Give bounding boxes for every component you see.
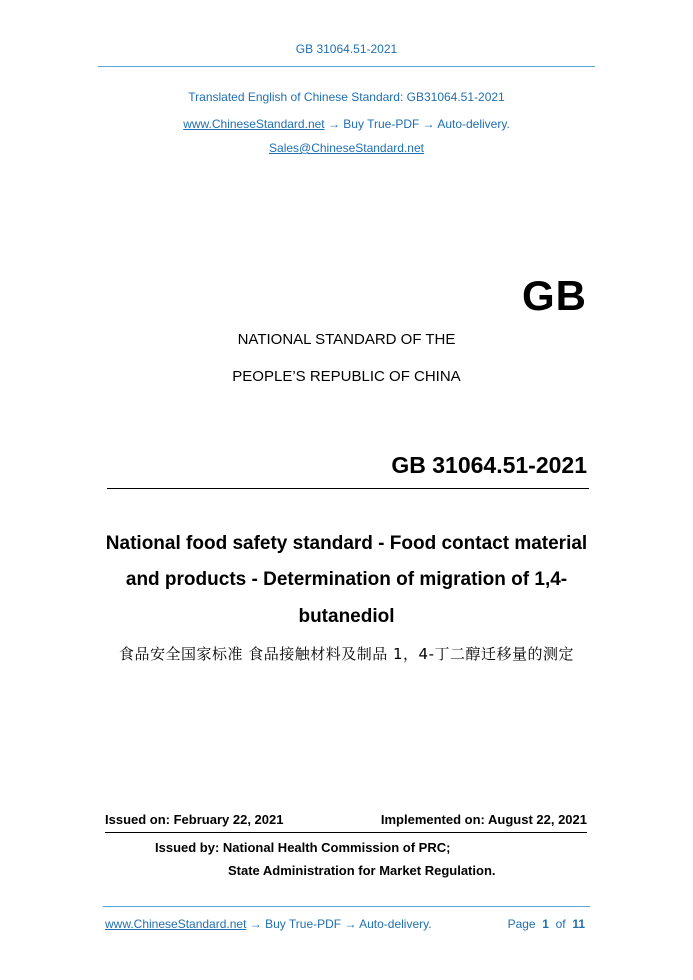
title-line-3: butanediol: [298, 606, 395, 627]
standard-number-divider: [107, 488, 589, 489]
standard-number: GB 31064.51-2021: [391, 452, 587, 478]
dates-divider: [105, 832, 587, 833]
title-line-1: National food safety standard - Food contact material: [105, 533, 588, 554]
title-chinese: 食品安全国家标准 食品接触材料及制品 1，4-丁二醇迁移量的测定: [118, 645, 575, 663]
national-standard-line-2: PEOPLE’S REPUBLIC OF CHINA: [232, 368, 461, 385]
header-divider: [98, 66, 595, 67]
issued-on-date: Issued on: February 22, 2021: [105, 812, 284, 827]
promo-buy-line: [0, 117, 693, 131]
website-link[interactable]: www.ChineseStandard.net: [183, 117, 325, 131]
implemented-on-date: Implemented on: August 22, 2021: [380, 812, 587, 827]
footer-website-link[interactable]: www.ChineseStandard.net: [105, 917, 247, 931]
sales-email-link[interactable]: Sales@ChineseStandard.net: [269, 141, 424, 155]
national-standard-line-1: NATIONAL STANDARD OF THE: [237, 331, 456, 348]
promo-buy-text: → Buy True-PDF → Auto-delivery.: [324, 117, 510, 131]
gb-logo: GB: [522, 272, 587, 319]
page-label: Page: [507, 917, 536, 931]
footer-promo: [105, 917, 432, 931]
page-indicator: [508, 917, 585, 931]
footer-promo-text: → Buy True-PDF → Auto-delivery.: [246, 917, 432, 931]
promo-translation-line: Translated English of Chinese Standard: GB31064.51-2021: [188, 90, 505, 104]
title-line-2: and products - Determination of migration of 1,4-: [125, 569, 568, 590]
page-of: of: [555, 917, 566, 931]
promo-email-line: [0, 141, 693, 155]
page-total: 11: [572, 917, 585, 931]
page-current: 1: [542, 917, 549, 931]
footer-divider: [103, 906, 590, 907]
running-header: GB 31064.51-2021: [295, 42, 398, 56]
issued-by-line-1: Issued by: National Health Commission of PRC;: [155, 840, 451, 855]
issued-by-line-2: State Administration for Market Regulation.: [228, 863, 496, 878]
